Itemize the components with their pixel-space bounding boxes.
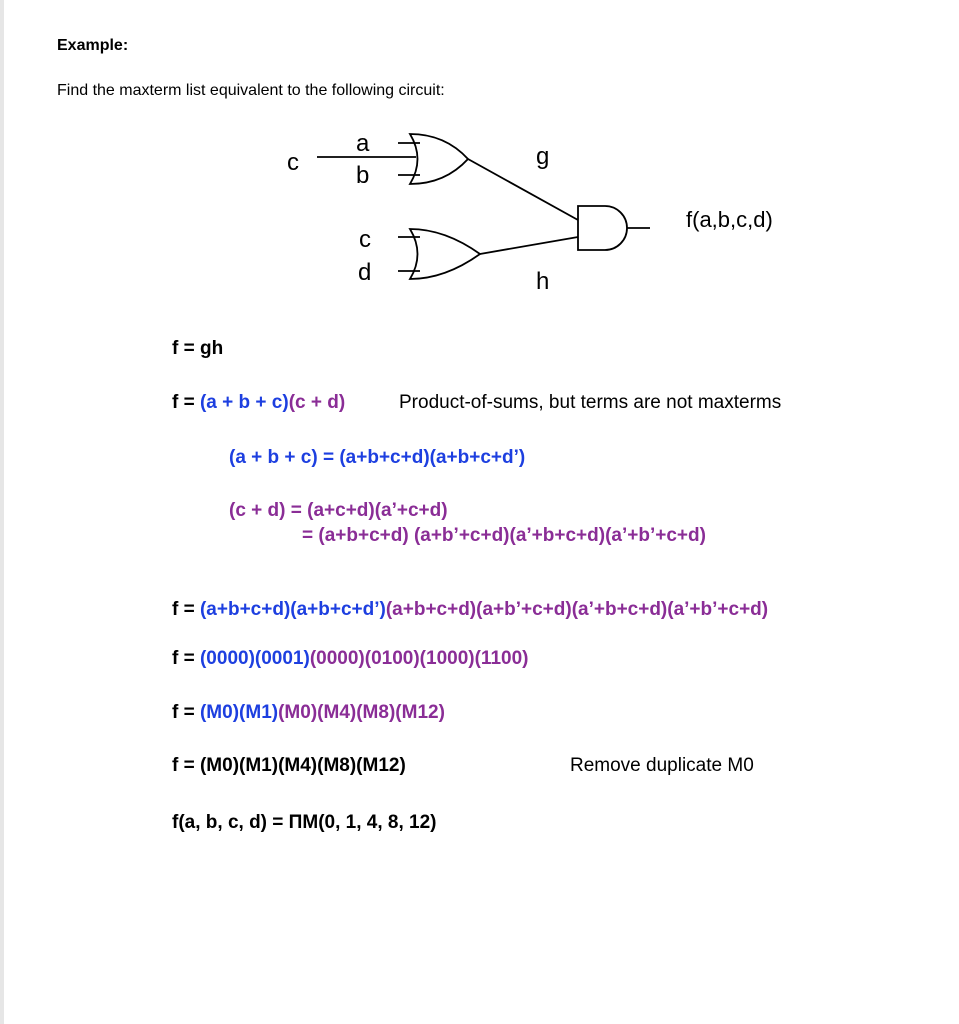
step-binary-terms: f = (0000)(0001)(0000)(0100)(1000)(1100) bbox=[172, 648, 529, 669]
logic-circuit-diagram bbox=[260, 120, 860, 310]
wire-g bbox=[468, 159, 578, 220]
label-d: d bbox=[358, 259, 372, 286]
and-gate bbox=[578, 206, 627, 250]
step-expand-abc: (a + b + c) = (a+b+c+d)(a+b+c+d’) bbox=[229, 447, 526, 468]
label-g: g bbox=[536, 143, 550, 170]
label-c-far: c bbox=[287, 149, 299, 176]
step-maxterm-names: f = (M0)(M1)(M0)(M4)(M8)(M12) bbox=[172, 702, 445, 723]
label-h: h bbox=[536, 268, 550, 295]
step-expand-cd-full: = (a+b+c+d) (a+b’+c+d)(a’+b+c+d)(a’+b’+c+d) bbox=[302, 525, 706, 546]
step-product-of-sums: f = (a + b + c)(c + d) bbox=[172, 392, 346, 413]
or-gate-1 bbox=[410, 134, 468, 184]
example-heading: Example: bbox=[57, 37, 129, 54]
note-remove-duplicate: Remove duplicate M0 bbox=[570, 755, 754, 776]
step-f-equals-gh: f = gh bbox=[172, 338, 224, 359]
page-left-border bbox=[0, 0, 4, 1024]
wire-h bbox=[480, 237, 578, 254]
step-combined-maxterms: f = (a+b+c+d)(a+b+c+d’)(a+b+c+d)(a+b’+c+d)(a’+b+c+d)(a’+b’+c+d) bbox=[172, 599, 769, 620]
final-maxterm-list: f(a, b, c, d) = ΠM(0, 1, 4, 8, 12) bbox=[172, 812, 437, 833]
step-expand-cd: (c + d) = (a+c+d)(a’+c+d) bbox=[229, 500, 448, 521]
label-output: f(a,b,c,d) bbox=[686, 207, 773, 232]
label-a: a bbox=[356, 130, 370, 157]
note-not-maxterms: Product-of-sums, but terms are not maxterms bbox=[399, 392, 782, 413]
label-b: b bbox=[356, 162, 370, 189]
or-gate-2 bbox=[410, 229, 480, 279]
problem-prompt: Find the maxterm list equivalent to the following circuit: bbox=[57, 82, 445, 99]
step-remove-duplicate: f = (M0)(M1)(M4)(M8)(M12) bbox=[172, 755, 406, 776]
label-c: c bbox=[359, 226, 371, 253]
